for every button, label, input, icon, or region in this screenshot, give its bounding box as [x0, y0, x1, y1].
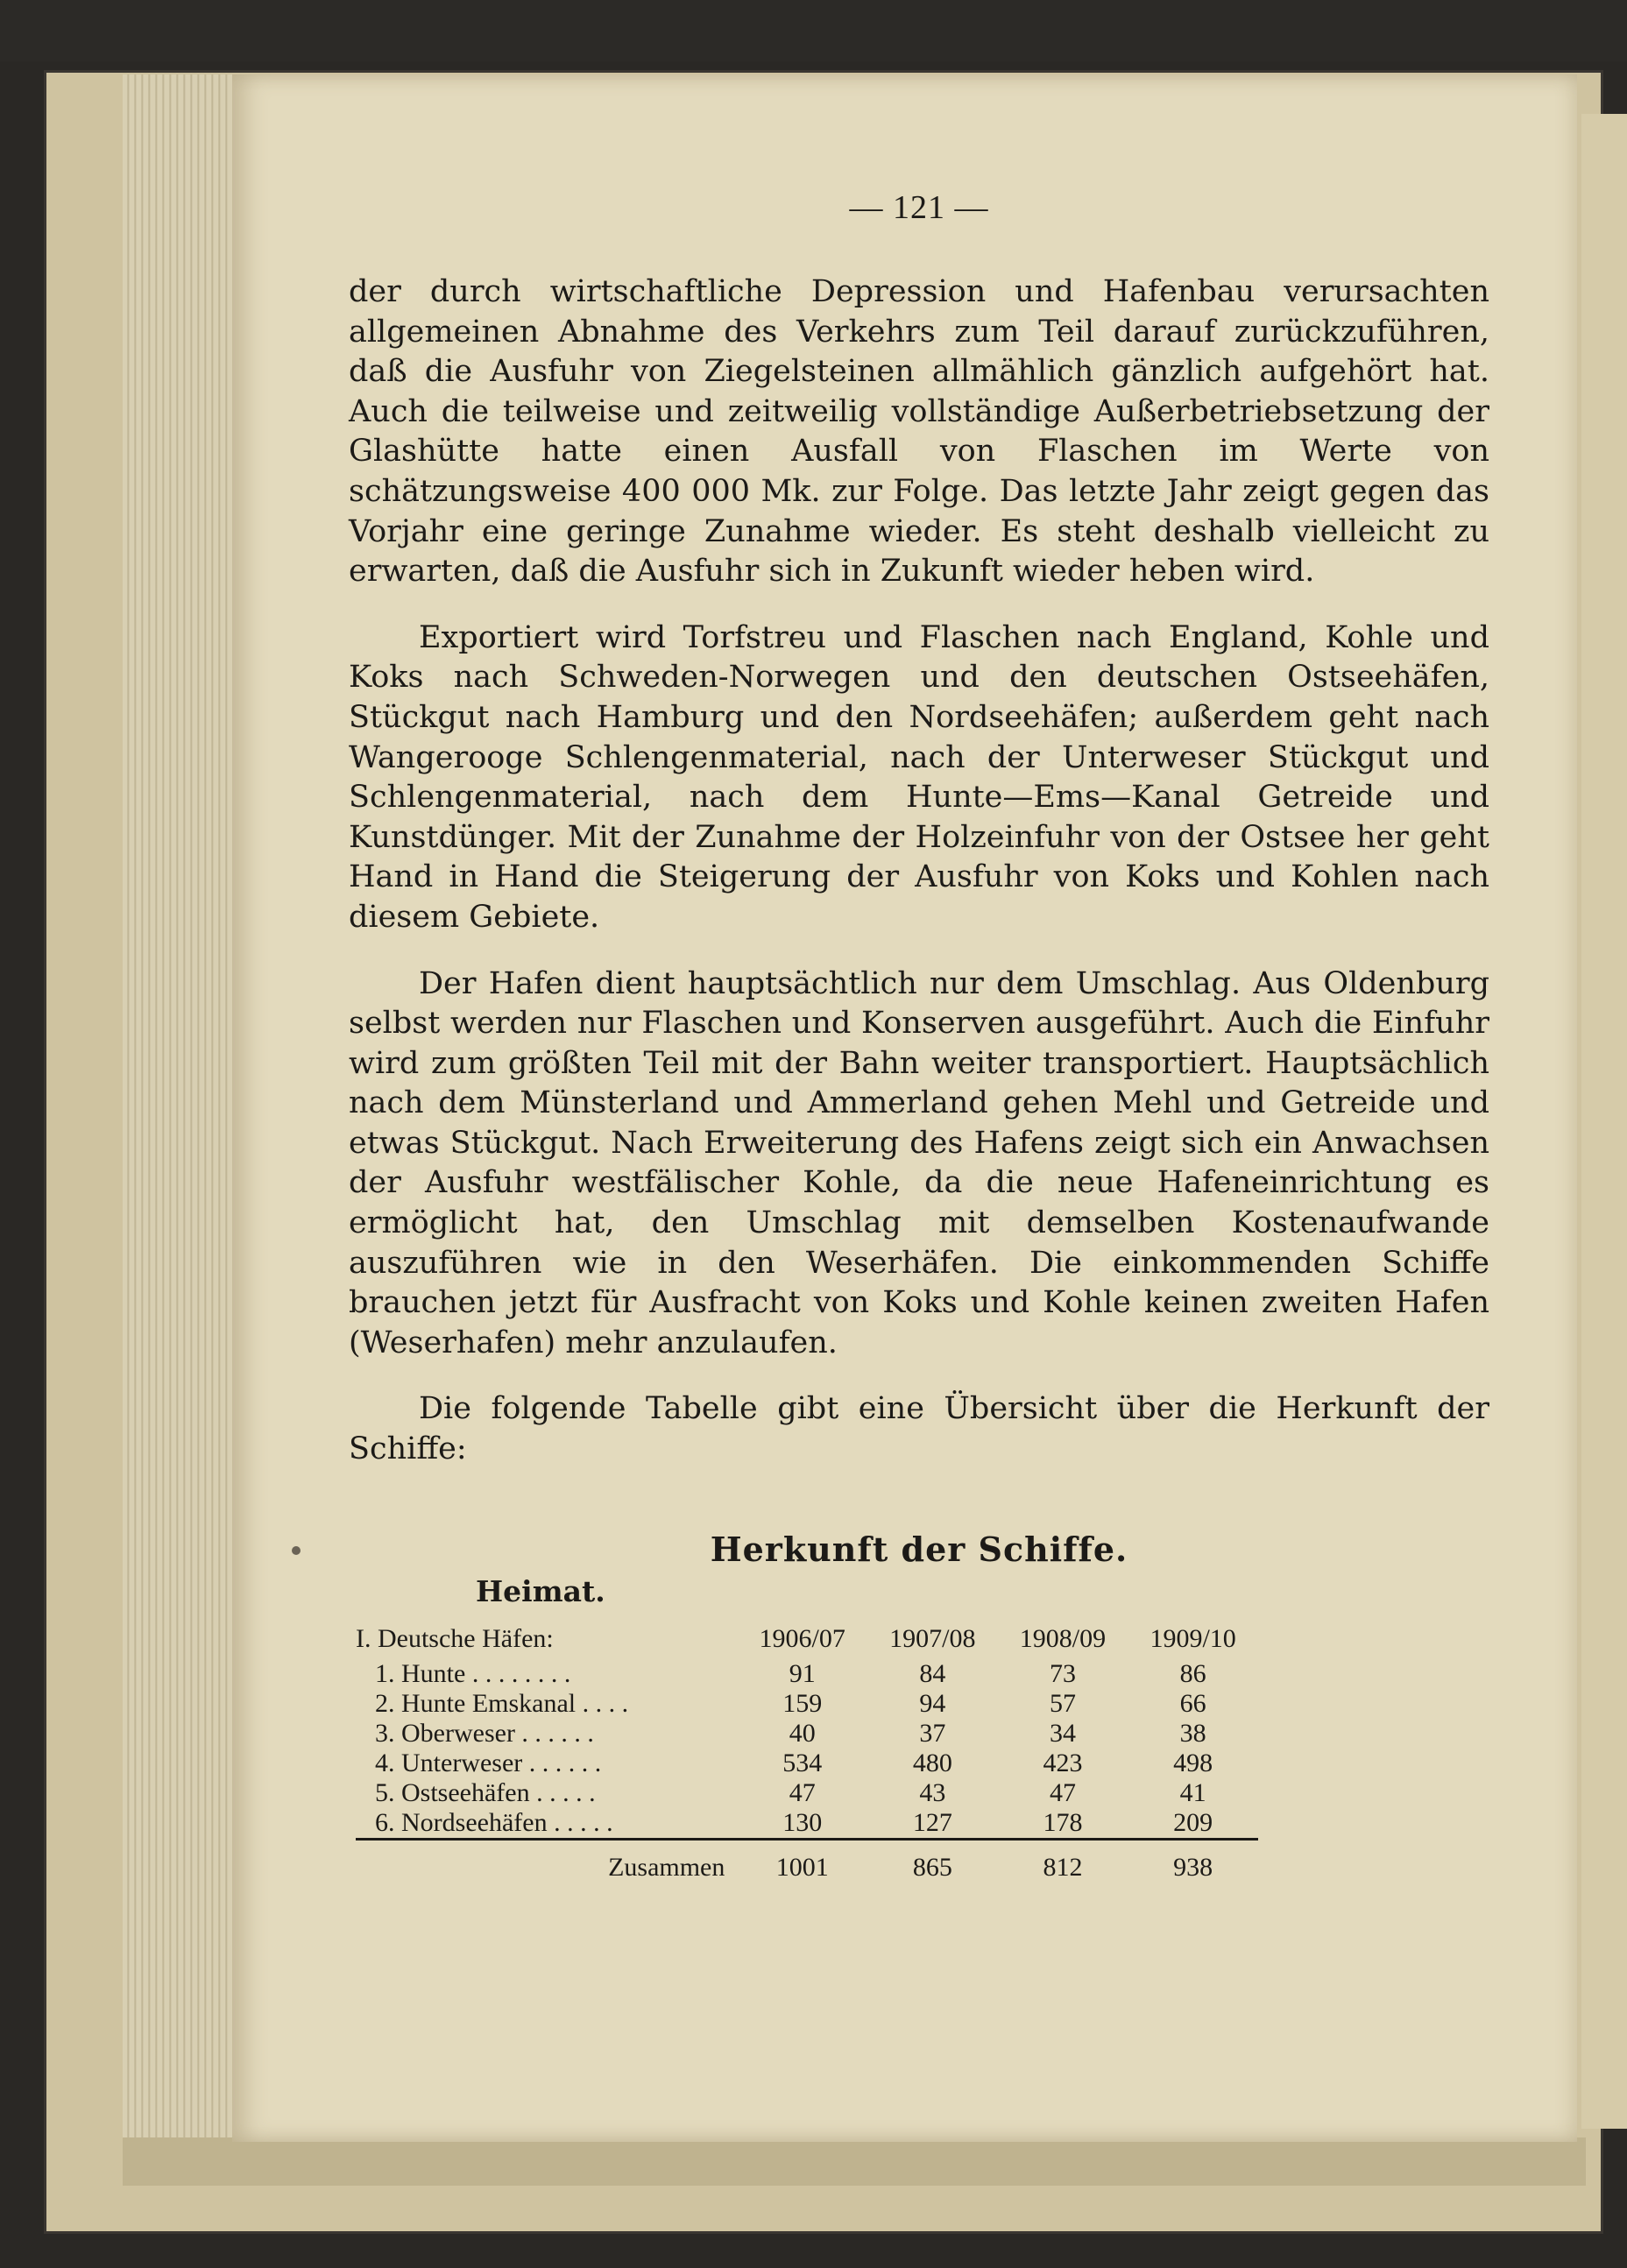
- total-label: Zusammen: [356, 1839, 737, 1886]
- total-value: 865: [867, 1839, 998, 1886]
- cell-value: 47: [1049, 1777, 1076, 1807]
- cell-value: 178: [1043, 1807, 1083, 1837]
- cell-value: 37: [919, 1718, 946, 1748]
- next-page-edge: [1581, 114, 1627, 2129]
- row-label: 4. Unterweser . . . . . .: [375, 1748, 602, 1777]
- paragraph-2: Exportiert wird Torfstreu und Flaschen nach England, Kohle und Koks nach Schweden-Norwegen und den deutschen Ostseehäfen, Stückgut nach Hamburg und den Nordseehäfen; außerdem geht nach Wangerooge Schlengenmaterial, nach der Unterweser Stückgut und Schlengenmaterial, nach dem Hunte—Ems—Kanal Getreide und Kunstdünger. Mit der Zunahme der Holzeinfuhr von der Ostsee her geht Hand in Hand die Steigerung der Ausfuhr von Koks und Kohlen nach diesem Gebiete.: [349, 619, 1489, 935]
- cell-value: 86: [1179, 1658, 1206, 1688]
- table-header-row: [356, 1619, 1258, 1659]
- year-header: 1909/10: [1150, 1623, 1236, 1653]
- cell-value: 130: [782, 1807, 823, 1837]
- year-header: 1906/07: [759, 1623, 845, 1653]
- table-row: [356, 1659, 1258, 1689]
- row-label: 1. Hunte . . . . . . . .: [375, 1658, 571, 1688]
- cell-value: 534: [782, 1748, 823, 1777]
- total-value: 938: [1128, 1839, 1258, 1886]
- section-label: I. Deutsche Häfen:: [356, 1623, 554, 1653]
- cell-value: 498: [1173, 1748, 1213, 1777]
- table-row: [356, 1749, 1258, 1778]
- cell-value: 40: [789, 1718, 816, 1748]
- cell-value: 66: [1179, 1688, 1206, 1718]
- table-heimat-label: Heimat.: [476, 1573, 605, 1608]
- page-speck: [292, 1546, 301, 1555]
- cell-value: 127: [912, 1807, 952, 1837]
- cell-value: 209: [1173, 1807, 1213, 1837]
- table-row: [356, 1778, 1258, 1808]
- cell-value: 57: [1049, 1688, 1076, 1718]
- cell-value: 423: [1043, 1748, 1083, 1777]
- cell-value: 91: [789, 1658, 816, 1688]
- row-label: 3. Oberweser . . . . . .: [375, 1718, 594, 1748]
- page-bottom-edge: [123, 2137, 1586, 2186]
- cell-value: 43: [919, 1777, 946, 1807]
- table-row: [356, 1808, 1258, 1840]
- row-label: 6. Nordseehäfen . . . . .: [375, 1807, 613, 1837]
- row-label: 5. Ostseehäfen . . . . .: [375, 1777, 596, 1807]
- table-title: Herkunft der Schiffe.: [710, 1529, 1128, 1569]
- table-total-row: [356, 1839, 1258, 1886]
- paragraph-1: der durch wirtschaftliche Depression und Hafenbau verursachten allgemeinen Abnahme des Verkehrs zum Teil darauf zurückzuführen, daß die Ausfuhr von Ziegelsteinen allmählich gänzlich aufgehört hat. Auch die teilweise und zeitweilig vollständige Außerbetriebsetzung der Glashütte hatte einen Ausfall von Flaschen im Werte von schätzungsweise 400 000 Mk. zur Folge. Das letzte Jahr zeigt gegen das Vorjahr eine geringe Zunahme wieder. Es steht deshalb vielleicht zu erwarten, daß die Ausfuhr sich in Zukunft wieder heben wird.: [349, 274, 1489, 590]
- cell-value: 34: [1049, 1718, 1076, 1748]
- cell-value: 94: [919, 1688, 946, 1718]
- cell-value: 47: [789, 1777, 816, 1807]
- cell-value: 159: [782, 1688, 823, 1718]
- page-number: — 121 —: [849, 189, 989, 226]
- table-row: [356, 1719, 1258, 1749]
- page-edges: [123, 74, 245, 2137]
- page-content: [349, 188, 1489, 1886]
- total-value: 1001: [737, 1839, 867, 1886]
- cell-value: 73: [1049, 1658, 1076, 1688]
- ships-origin-table: [356, 1619, 1258, 1886]
- year-header: 1907/08: [889, 1623, 976, 1653]
- cell-value: 41: [1179, 1777, 1206, 1807]
- table-row: [356, 1689, 1258, 1719]
- cell-value: 480: [912, 1748, 952, 1777]
- total-value: 812: [998, 1839, 1128, 1886]
- paragraph-3: Der Hafen dient hauptsächtlich nur dem Umschlag. Aus Oldenburg selbst werden nur Flaschen und Konserven ausgeführt. Auch die Einfuhr wird zum größten Teil mit der Bahn weiter transportiert. Hauptsächlich nach dem Münsterland und Ammerland gehen Mehl und Getreide und etwas Stückgut. Nach Erweiterung des Hafens zeigt sich ein Anwachsen der Ausfuhr westfälischer Kohle, da die neue Hafeneinrichtung es ermöglicht hat, den Umschlag mit demselben Kostenaufwande auszuführen wie in den Weserhäfen. Die einkommenden Schiffe brauchen jetzt für Ausfracht von Koks und Kohle keinen zweiten Hafen (Weserhafen) mehr anzulaufen.: [349, 965, 1489, 1360]
- cell-value: 38: [1179, 1718, 1206, 1748]
- year-header: 1908/09: [1019, 1623, 1107, 1653]
- row-label: 2. Hunte Emskanal . . . .: [375, 1688, 629, 1718]
- paragraph-4: Die folgende Tabelle gibt eine Übersicht über die Herkunft der Schiffe:: [349, 1391, 1489, 1467]
- cell-value: 84: [919, 1658, 946, 1688]
